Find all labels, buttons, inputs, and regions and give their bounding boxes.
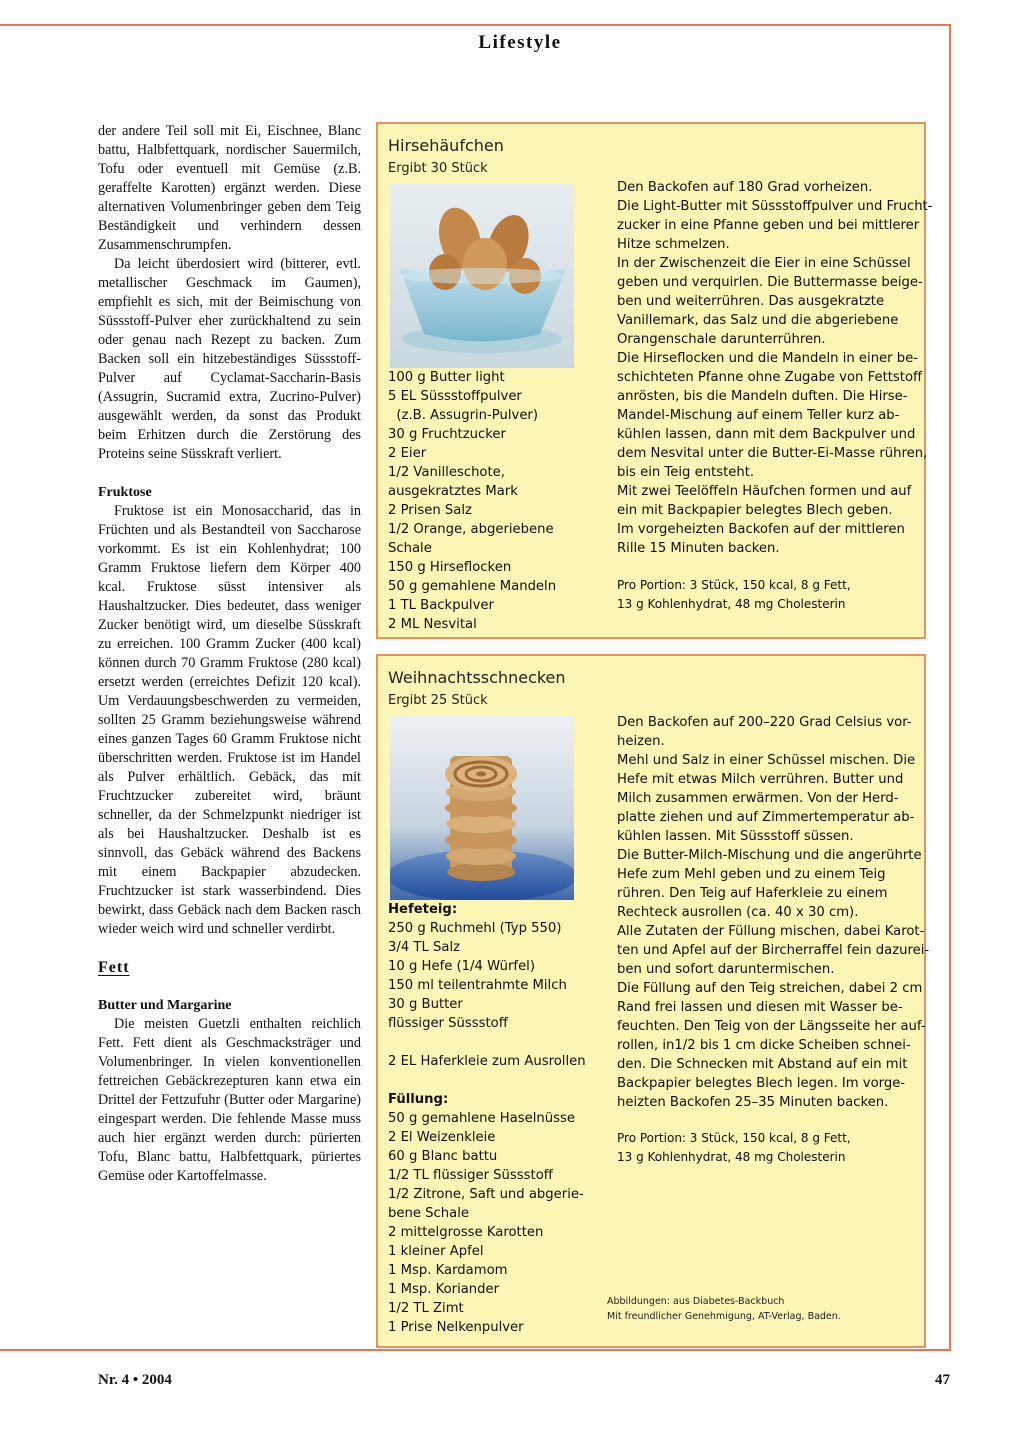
instruction-line: feuchten. Den Teig von der Längsseite her auf- [617, 1019, 926, 1034]
frame-bottom-rule [0, 1349, 951, 1351]
instruction-line: ein mit Backpapier belegtes Blech geben. [617, 503, 893, 518]
instruction-line: Vanillemark, das Salz und die abgeriebene [617, 313, 899, 328]
recipe-title: Hirsehäufchen [388, 136, 504, 155]
ingredient-item: 150 ml teilentrahmte Milch [388, 978, 567, 993]
instruction-line: Im vorgeheizten Backofen auf der mittleren [617, 522, 905, 537]
instruction-text [617, 178, 933, 558]
instruction-line: bis ein Teig entsteht. [617, 465, 755, 480]
instruction-line: Orangenschale darunterrühren. [617, 332, 826, 347]
frame-right-rule [949, 24, 951, 1351]
instruction-line: platte ziehen und auf Zimmertemperatur ab- [617, 810, 915, 825]
ingredient-item: 30 g Fruchtzucker [388, 427, 506, 442]
ingredient-item: 2 mittelgrosse Karotten [388, 1225, 544, 1240]
ingredient-item: 5 EL Süssstoffpulver [388, 389, 522, 404]
subheading-butter: Butter und Margarine [98, 998, 232, 1013]
instruction-line: schichteten Pfanne ohne Zugabe von Fettstoff [617, 370, 923, 385]
ingredient-item: 1/2 Vanilleschote, [388, 465, 505, 480]
instruction-line: Hefe mit etwas Milch verrühren. Butter und [617, 772, 904, 787]
ingredient-item: 3/4 TL Salz [388, 940, 461, 955]
ingredient-item: 2 ML Nesvital [388, 617, 477, 632]
page-number: 47 [935, 1372, 950, 1388]
ingredient-item: 10 g Hefe (1/4 Würfel) [388, 959, 535, 974]
recipe-box-hirsehaeufchen [376, 122, 933, 639]
nutrition-info [617, 576, 917, 614]
credit-line: Mit freundlicher Genehmigung, AT-Verlag, Baden. [607, 1311, 841, 1322]
ingredient-item: 1/2 TL Zimt [388, 1301, 464, 1316]
instruction-line: Hitze schmelzen. [617, 237, 730, 252]
section-title: Lifestyle [478, 32, 562, 53]
instruction-line: Mehl und Salz in einer Schüssel mischen. Die [617, 753, 916, 768]
ingredient-item: 1 Msp. Koriander [388, 1282, 500, 1297]
nutrition-line: Pro Portion: 3 Stück, 150 kcal, 8 g Fett, [617, 1131, 851, 1145]
instruction-line: heizten Backofen 25–35 Minuten backen. [617, 1095, 889, 1110]
instruction-line: In der Zwischenzeit die Eier in eine Schüssel [617, 256, 911, 271]
instruction-line: zucker in eine Pfanne geben und bei mittlerer [617, 218, 920, 233]
nutrition-line: Pro Portion: 3 Stück, 150 kcal, 8 g Fett, [617, 578, 851, 592]
instruction-line: Rand frei lassen und diesen mit Wasser be- [617, 1000, 903, 1015]
left-text-column [98, 122, 361, 1186]
instruction-line: kühlen lassen, dann mit dem Backpulver und [617, 427, 916, 442]
ingredient-item: bene Schale [388, 1206, 469, 1221]
instruction-line: Rille 15 Minuten backen. [617, 541, 780, 556]
ingredient-item: 1/2 TL flüssiger Süssstoff [388, 1168, 553, 1183]
body-paragraph: Fruktose ist ein Monosaccharid, das in Früchten und als Bestandteil von Saccharose vorkommt. Es ist ein Kohlenhydrat; 100 Gramm Fruktose liefern dem Körper 400 kcal. Fruktose süsst intensiver als Haushaltzucker. Dies bedeutet, dass weniger Zucker benötigt wird, um dieselbe Süsskraft zu erreichen. 100 Gramm Zucker (400 kcal) können durch 70 Gramm Fruktose (280 kcal) ersetzt werden (erreichtes Defizit 120 kcal). Um Verdauungsbeschwerden zu vermeiden, sollten 25 Gramm beziehungsweise während eines ganzen Tages 60 Gramm Fruktose nicht überschritten werden. Fruktose ist im Handel als Pulver erhältlich. Gebäck, das mit Fruchtzucker zubereitet wird, bräunt schneller, da der Schmelzpunkt niedriger ist als bei Haushaltzucker. Deshalb ist es sinnvoll, das Gebäck während des Backens mit einem Backpapier abzudecken. Fruchtzucker ist stark wasserbindend. Dies bewirkt, dass Gebäck nach dem Backen rasch wieder weich wird und schneller verdirbt. [98, 503, 361, 937]
image-credits [607, 1294, 917, 1324]
ingredient-item: 1 Msp. Kardamom [388, 1263, 508, 1278]
ingredient-item: 250 g Ruchmehl (Typ 550) [388, 921, 562, 936]
ingredient-list [388, 900, 598, 1337]
ingredient-item: 2 EL Haferkleie zum Ausrollen [388, 1054, 586, 1069]
ingredient-item: (z.B. Assugrin-Pulver) [388, 408, 538, 423]
ingredient-item: 2 El Weizenkleie [388, 1130, 496, 1145]
ingredient-item: 50 g gemahlene Mandeln [388, 579, 557, 594]
photo-christmas-snails [390, 716, 574, 900]
nutrition-line: 13 g Kohlenhydrat, 48 mg Cholesterin [617, 597, 846, 611]
instruction-line: Die Light-Butter mit Süssstoffpulver und Frucht- [617, 199, 933, 214]
instruction-line: dem Nesvital unter die Butter-Ei-Masse rühren, [617, 446, 928, 461]
recipe-title: Weihnachtsschnecken [388, 668, 566, 687]
frame-top-rule [0, 24, 951, 26]
body-paragraph: der andere Teil soll mit Ei, Eischnee, Blanc battu, Halbfettquark, nordischer Sauermilch, Tofu oder eventuell mit Gemüse (z.B. geraffelte Karotten) ergänzt werden. Diese alternativen Volumenbringer geben dem Teig Beständigkeit und verhindern dessen Zusammenschrumpfen. [98, 123, 361, 253]
nutrition-info [617, 1129, 917, 1167]
recipe-yield: Ergibt 25 Stück [388, 693, 488, 708]
instruction-line: ben und weiterrühren. Das ausgekratzte [617, 294, 885, 309]
instruction-line: Die Hirseflocken und die Mandeln in einer be- [617, 351, 919, 366]
instruction-line: Hefe zum Mehl geben und zu einem Teig [617, 867, 886, 882]
instruction-line: Mit zwei Teelöffeln Häufchen formen und auf [617, 484, 912, 499]
ingredient-item: 1/2 Zitrone, Saft und abgerie- [388, 1187, 584, 1202]
ingredient-item: 2 Prisen Salz [388, 503, 472, 518]
instruction-line: Milch zusammen erwärmen. Von der Herd- [617, 791, 899, 806]
instruction-line: Rechteck ausrollen (ca. 40 x 30 cm). [617, 905, 859, 920]
ingredient-item: 1/2 Orange, abgeriebene [388, 522, 554, 537]
body-paragraph: Die meisten Guetzli enthalten reichlich Fett. Fett dient als Geschmacksträger und Volumenbringer. In vielen konventionellen fettreichen Gebäckrezepturen kann etwa ein Drittel der Fettzufuhr (Butter oder Margarine) eingespart werden. Die fehlende Masse muss auch hier ergänzt werden durch: pürierten Tofu, Blanc battu, Halbfettquark, püriertes Gemüse oder Kartoffelmasse. [98, 1016, 361, 1184]
recipe-box-weihnachtsschnecken [376, 654, 930, 1348]
ingredient-item: 1 Prise Nelkenpulver [388, 1320, 524, 1335]
instruction-text [617, 713, 930, 1112]
instruction-line: Die Füllung auf den Teig streichen, dabei 2 cm [617, 981, 923, 996]
ingredient-item: 50 g gemahlene Haselnüsse [388, 1111, 575, 1126]
ingredient-item: 2 Eier [388, 446, 427, 461]
instruction-line: heizen. [617, 734, 665, 749]
instruction-line: ben und sofort daruntermischen. [617, 962, 835, 977]
instruction-line: Mandel-Mischung auf einem Teller kurz ab- [617, 408, 900, 423]
instruction-line: ten und Apfel auf der Bircherraffel fein dazurei- [617, 943, 930, 958]
instruction-line: Die Butter-Milch-Mischung und die angerührte [617, 848, 922, 863]
ingredient-item: 1 TL Backpulver [388, 598, 494, 613]
body-paragraph: Da leicht überdosiert wird (bitterer, evtl. metallischer Geschmack im Gaumen), empfiehlt es sich, mit der Beimischung von Süssstoff-Pulver eher zurückhaltend zu sein oder genau nach Rezept zu backen. Zum Backen soll ein hitzebeständiges Süssstoff-Pulver auf Cyclamat-Saccharin-Basis (Assugrin, Sucramid extra, Zucrino-Pulver) ausgewählt werden, da sonst das Produkt beim Erhitzen durch die Zerstörung des Proteins seine Süsskraft verliert. [98, 256, 361, 462]
ingredient-list [388, 368, 598, 634]
instruction-line: Backpapier belegtes Blech legen. Im vorge- [617, 1076, 906, 1091]
ingredient-item: Schale [388, 541, 432, 556]
instruction-line: anrösten, bis die Mandeln duften. Die Hirse- [617, 389, 908, 404]
recipe-yield: Ergibt 30 Stück [388, 161, 488, 176]
ingredient-item: 1 kleiner Apfel [388, 1244, 484, 1259]
instruction-line: kühlen lassen. Mit Süssstoff süssen. [617, 829, 854, 844]
ingredient-item: 100 g Butter light [388, 370, 505, 385]
ingredient-item: 30 g Butter [388, 997, 463, 1012]
ingredient-item: flüssiger Süssstoff [388, 1016, 508, 1031]
instruction-line: Alle Zutaten der Füllung mischen, dabei Karot- [617, 924, 925, 939]
subheading-fruktose: Fruktose [98, 485, 152, 500]
instruction-line: geben und verquirlen. Die Buttermasse beige- [617, 275, 923, 290]
instruction-line: Den Backofen auf 180 Grad vorheizen. [617, 180, 873, 195]
instruction-line: rollen, in1/2 bis 1 cm dicke Scheiben schnei- [617, 1038, 911, 1053]
instruction-line: Den Backofen auf 200–220 Grad Celsius vor- [617, 715, 912, 730]
ingredient-item: ausgekratztes Mark [388, 484, 518, 499]
photo-millet-cookies [390, 184, 574, 368]
ingredient-item: 60 g Blanc battu [388, 1149, 498, 1164]
nutrition-line: 13 g Kohlenhydrat, 48 mg Cholesterin [617, 1150, 846, 1164]
instruction-line: rühren. Den Teig auf Haferkleie zu einem [617, 886, 888, 901]
ingredient-item: 150 g Hirseflocken [388, 560, 512, 575]
ingredient-heading: Füllung: [388, 1092, 449, 1107]
ingredient-heading: Hefeteig: [388, 902, 458, 917]
credit-line: Abbildungen: aus Diabetes-Backbuch [607, 1296, 785, 1307]
instruction-line: den. Die Schnecken mit Abstand auf ein mit [617, 1057, 908, 1072]
issue-number: Nr. 4 • 2004 [98, 1372, 172, 1388]
heading-fett: Fett [98, 959, 130, 976]
